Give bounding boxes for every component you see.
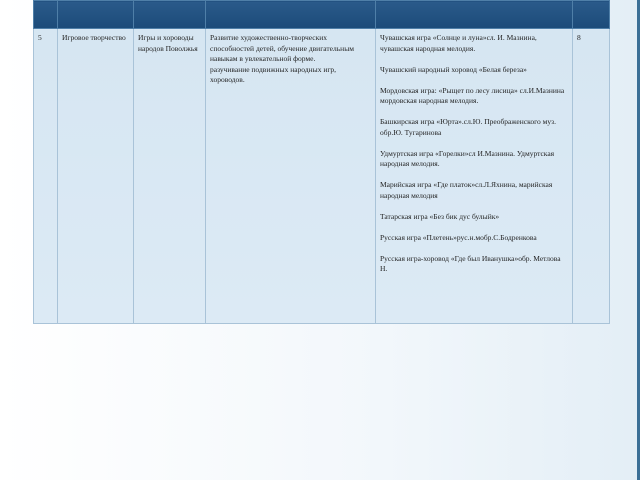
table-row (34, 29, 610, 324)
header-cell-number (34, 1, 58, 29)
repertoire-item: Марийская игра «Где платок»сл.Л.Яхнина, марийская народная мелодия (380, 180, 553, 200)
repertoire-item: Чувашская игра «Солнце и луна»сл. И. Мазнина, чувашская народная мелодия. (380, 33, 537, 53)
row-section: Игровое творчество (58, 29, 134, 324)
program-table (33, 0, 610, 324)
row-topic: Игры и хороводы народов Поволжья (134, 29, 206, 324)
header-cell-repertoire (376, 1, 573, 29)
header-cell-topic (134, 1, 206, 29)
repertoire-item: Татарская игра «Без бик дус булыйк» (380, 211, 500, 221)
repertoire-item: Чувашский народный хоровод «Белая береза» (380, 64, 527, 74)
repertoire-item: Мордовская игра: «Рыщет по лесу лисица» сл.И.Мазнина мордовская народная мелодия. (380, 85, 565, 105)
table-header-row (34, 1, 610, 29)
row-repertoire (376, 29, 573, 324)
header-cell-goals (206, 1, 376, 29)
row-number: 5 (34, 29, 58, 324)
row-goals: Развитие художественно-творческих способностей детей, обучение двигательным навыкам в увлекательной форме. разучивание подвижных народных игр, хороводов. (206, 29, 376, 324)
repertoire-item: Русская игра-хоровод «Где был Иванушка»обр. Метлова Н. (380, 253, 561, 273)
repertoire-item: Русская игра «Плетень»рус.н.мобр.С.Бодренкова (380, 232, 537, 242)
repertoire-item: Удмуртская игра «Горелки»сл И.Мазнина. Удмуртская народная мелодия. (380, 148, 555, 168)
repertoire-item: Башкирская игра «Юрта».сл.Ю. Преображенского муз. обр.Ю. Тугаринова (380, 117, 556, 137)
header-cell-section (58, 1, 134, 29)
row-hours: 8 (573, 29, 610, 324)
header-cell-hours (573, 1, 610, 29)
